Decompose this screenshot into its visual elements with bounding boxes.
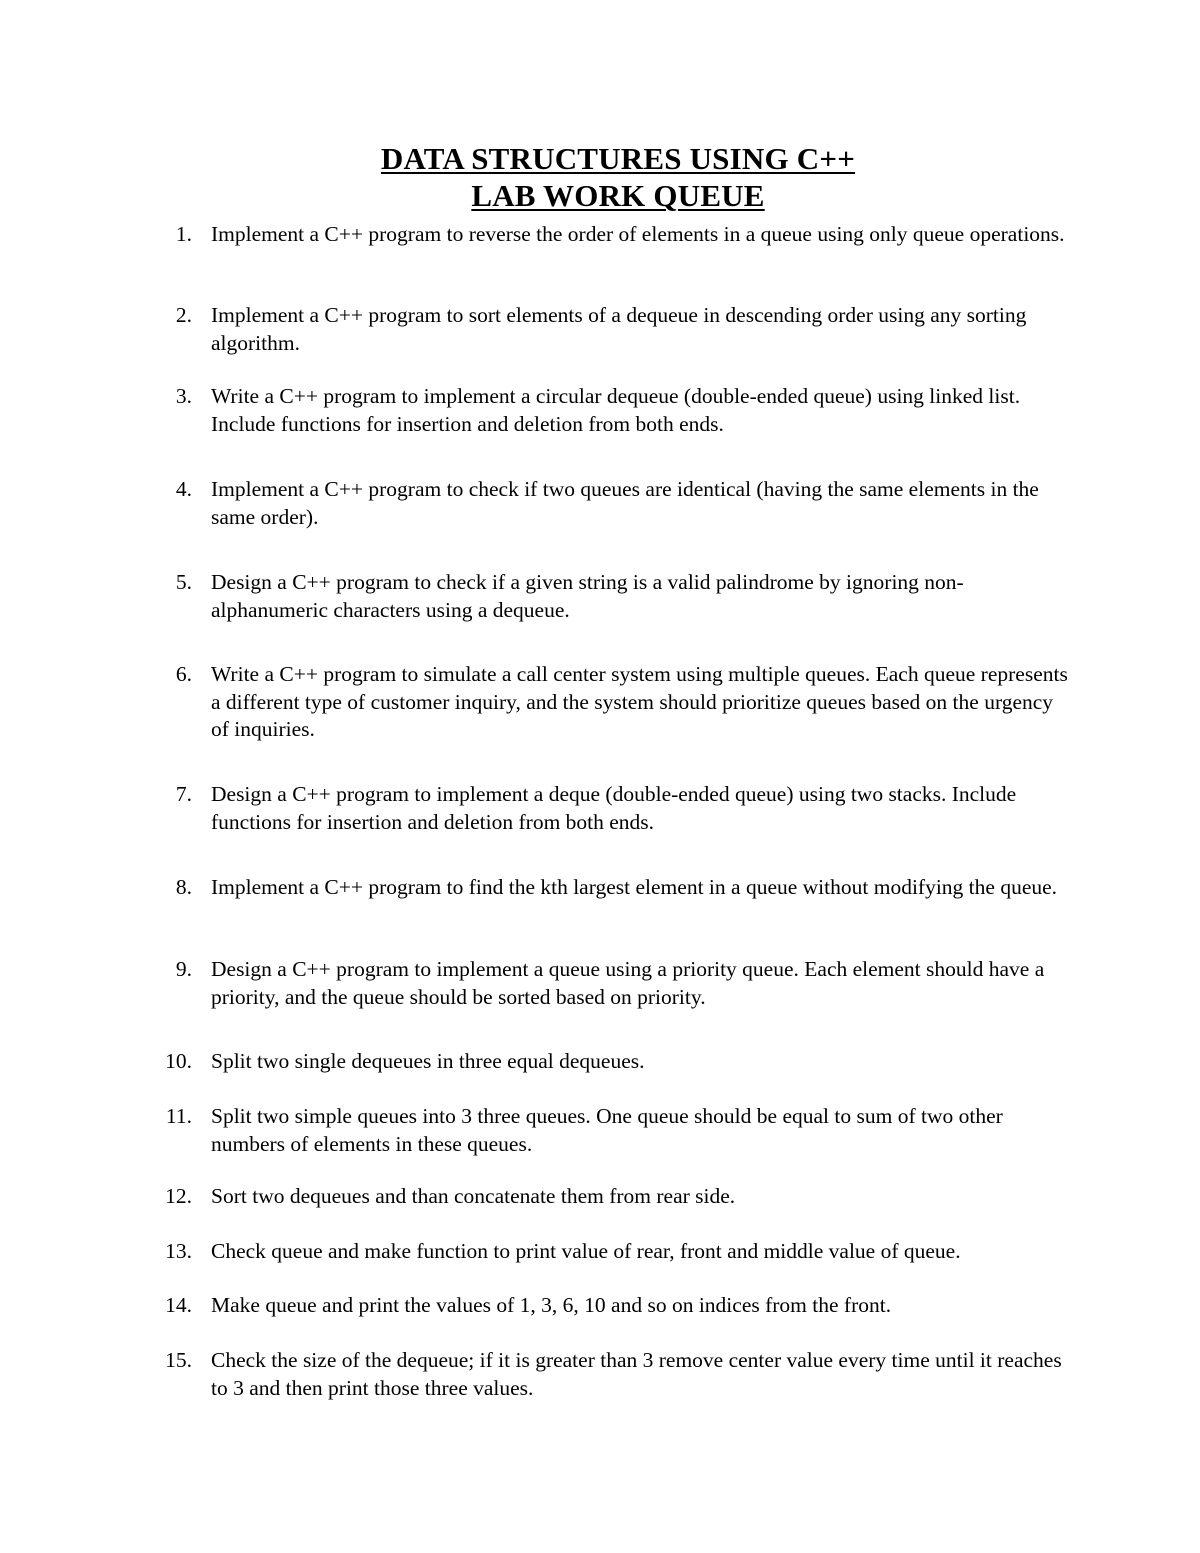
task-text: Implement a C++ program to find the kth largest element in a queue without modifying the queue. bbox=[211, 875, 1058, 899]
task-number: 7. bbox=[175, 782, 192, 806]
task-text: Check the size of the dequeue; if it is greater than 3 remove center value every time until it reaches to 3 and then print those three values. bbox=[211, 1348, 1062, 1400]
task-text: Check queue and make function to print value of rear, front and middle value of queue. bbox=[211, 1239, 961, 1263]
task-text: Design a C++ program to implement a queue using a priority queue. Each element should have a priority, and the queue should be sorted based on priority. bbox=[211, 957, 1045, 1009]
task-number: 6. bbox=[175, 662, 192, 686]
task-number: 3. bbox=[175, 384, 192, 408]
task-number: 14. bbox=[165, 1293, 192, 1317]
task-number: 1. bbox=[175, 222, 192, 246]
task-text: Implement a C++ program to sort elements of a dequeue in descending order using any sorting algorithm. bbox=[211, 303, 1027, 355]
task-text: Write a C++ program to implement a circular dequeue (double-ended queue) using linked list. Include functions for insertion and deletion from both ends. bbox=[211, 384, 1021, 436]
task-text: Implement a C++ program to check if two queues are identical (having the same elements in the same order). bbox=[211, 477, 1039, 529]
course-title: DATA STRUCTURES USING C++ bbox=[380, 141, 856, 176]
task-text: Split two simple queues into 3 three queues. One queue should be equal to sum of two other numbers of elements in these queues. bbox=[211, 1104, 1003, 1156]
task-number: 9. bbox=[175, 957, 192, 981]
task-number: 12. bbox=[165, 1184, 192, 1208]
task-text: Write a C++ program to simulate a call center system using multiple queues. Each queue represents a different type of customer inquiry, and the system should prioritize queues based on the urgency of inquiries. bbox=[211, 662, 1068, 741]
task-number: 2. bbox=[175, 303, 192, 327]
lab-title: LAB WORK QUEUE bbox=[471, 178, 765, 213]
task-number: 13. bbox=[165, 1239, 192, 1263]
task-text: Implement a C++ program to reverse the order of elements in a queue using only queue operations. bbox=[211, 222, 1065, 246]
task-number: 15. bbox=[165, 1348, 192, 1372]
task-text: Make queue and print the values of 1, 3, 6, 10 and so on indices from the front. bbox=[211, 1293, 892, 1317]
document-title bbox=[0, 140, 1200, 214]
task-text: Sort two dequeues and than concatenate them from rear side. bbox=[211, 1184, 736, 1208]
task-number: 10. bbox=[165, 1049, 192, 1073]
task-number: 8. bbox=[175, 875, 192, 899]
task-text: Design a C++ program to check if a given string is a valid palindrome by ignoring non-alphanumeric characters using a dequeue. bbox=[211, 570, 964, 622]
task-number: 11. bbox=[165, 1104, 192, 1128]
task-number: 5. bbox=[175, 570, 192, 594]
task-text: Split two single dequeues in three equal dequeues. bbox=[211, 1049, 645, 1073]
task-number: 4. bbox=[175, 477, 192, 501]
task-text: Design a C++ program to implement a deque (double-ended queue) using two stacks. Include functions for insertion and deletion from both ends. bbox=[211, 782, 1017, 834]
